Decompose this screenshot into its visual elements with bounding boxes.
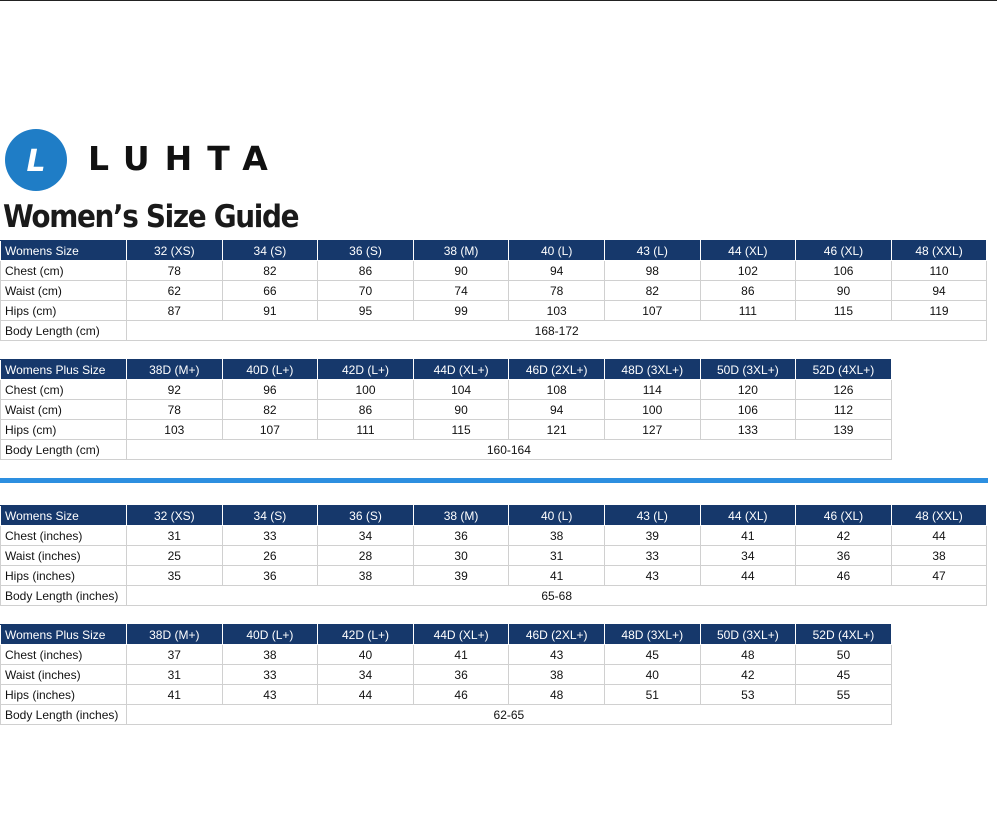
measurement-cell: 55: [796, 685, 892, 705]
body-length-row: [1, 705, 892, 725]
measurement-cell: 38: [509, 526, 605, 546]
measurement-cell: 78: [127, 261, 223, 281]
measurement-cell: 94: [509, 261, 605, 281]
measurement-cell: 37: [127, 645, 223, 665]
measurement-cell: 78: [509, 281, 605, 301]
body-length-value: 62-65: [127, 705, 892, 725]
measurement-cell: 86: [318, 261, 414, 281]
row-label: Waist (cm): [1, 400, 127, 420]
row-label: Body Length (inches): [1, 586, 127, 606]
measurement-cell: 127: [604, 420, 700, 440]
measurement-cell: 42: [796, 526, 892, 546]
measurement-cell: 38: [318, 566, 414, 586]
measurement-cell: 46: [796, 566, 892, 586]
measurement-cell: 87: [127, 301, 223, 321]
size-header-cell: 43 (L): [604, 241, 700, 261]
size-header-cell: 52D (4XL+): [796, 360, 892, 380]
measurement-cell: 33: [222, 665, 318, 685]
measurement-cell: 36: [222, 566, 318, 586]
measurement-cell: 38: [891, 546, 987, 566]
row-label: Chest (cm): [1, 261, 127, 281]
logo-letter: L: [26, 144, 46, 179]
size-header-cell: 42D (L+): [318, 625, 414, 645]
womens-plus-size-table-cm: [0, 359, 892, 460]
luhta-logo-icon: [5, 129, 67, 191]
table-header-row: [1, 241, 987, 261]
measurement-cell: 100: [318, 380, 414, 400]
measurement-cell: 82: [222, 261, 318, 281]
measurement-cell: 31: [509, 546, 605, 566]
table-row: [1, 281, 987, 301]
measurement-cell: 91: [222, 301, 318, 321]
measurement-cell: 51: [604, 685, 700, 705]
measurement-cell: 31: [127, 526, 223, 546]
measurement-cell: 33: [222, 526, 318, 546]
size-header-cell: 38 (M): [413, 241, 509, 261]
body-length-value: 168-172: [127, 321, 987, 341]
header-label: Womens Plus Size: [1, 360, 127, 380]
table-row: [1, 420, 892, 440]
measurement-cell: 44: [318, 685, 414, 705]
table-header-row: [1, 625, 892, 645]
table-row: [1, 685, 892, 705]
measurement-cell: 43: [509, 645, 605, 665]
size-header-cell: 38 (M): [413, 506, 509, 526]
body-length-row: [1, 586, 987, 606]
measurement-cell: 107: [222, 420, 318, 440]
row-label: Chest (cm): [1, 380, 127, 400]
measurement-cell: 36: [413, 526, 509, 546]
measurement-cell: 94: [891, 281, 987, 301]
table-row: [1, 566, 987, 586]
measurement-cell: 82: [604, 281, 700, 301]
measurement-cell: 36: [796, 546, 892, 566]
size-header-cell: 36 (S): [318, 241, 414, 261]
table-header-row: [1, 506, 987, 526]
table-row: [1, 665, 892, 685]
size-header-cell: 34 (S): [222, 506, 318, 526]
measurement-cell: 45: [604, 645, 700, 665]
size-header-cell: 44D (XL+): [413, 360, 509, 380]
measurement-cell: 112: [796, 400, 892, 420]
measurement-cell: 70: [318, 281, 414, 301]
measurement-cell: 115: [796, 301, 892, 321]
size-header-cell: 50D (3XL+): [700, 625, 796, 645]
row-label: Hips (inches): [1, 685, 127, 705]
measurement-cell: 48: [509, 685, 605, 705]
table-row: [1, 546, 987, 566]
size-header-cell: 32 (XS): [127, 241, 223, 261]
measurement-cell: 46: [413, 685, 509, 705]
measurement-cell: 26: [222, 546, 318, 566]
measurement-cell: 78: [127, 400, 223, 420]
body-length-value: 160-164: [127, 440, 892, 460]
measurement-cell: 107: [604, 301, 700, 321]
row-label: Hips (cm): [1, 420, 127, 440]
measurement-cell: 40: [318, 645, 414, 665]
measurement-cell: 90: [413, 400, 509, 420]
measurement-cell: 133: [700, 420, 796, 440]
measurement-cell: 114: [604, 380, 700, 400]
size-header-cell: 48 (XXL): [891, 241, 987, 261]
header-label: Womens Size: [1, 241, 127, 261]
measurement-cell: 106: [796, 261, 892, 281]
size-header-cell: 46 (XL): [796, 506, 892, 526]
section-divider: [0, 478, 988, 483]
measurement-cell: 36: [413, 665, 509, 685]
size-header-cell: 40D (L+): [222, 625, 318, 645]
measurement-cell: 120: [700, 380, 796, 400]
row-label: Body Length (cm): [1, 440, 127, 460]
table-row: [1, 261, 987, 281]
size-header-cell: 48D (3XL+): [604, 360, 700, 380]
measurement-cell: 30: [413, 546, 509, 566]
row-label: Chest (inches): [1, 526, 127, 546]
body-length-row: [1, 321, 987, 341]
row-label: Waist (inches): [1, 665, 127, 685]
table-row: [1, 301, 987, 321]
size-header-cell: 43 (L): [604, 506, 700, 526]
size-header-cell: 44 (XL): [700, 506, 796, 526]
size-header-cell: 50D (3XL+): [700, 360, 796, 380]
measurement-cell: 126: [796, 380, 892, 400]
table-row: [1, 526, 987, 546]
measurement-cell: 103: [127, 420, 223, 440]
measurement-cell: 34: [700, 546, 796, 566]
size-header-cell: 48 (XXL): [891, 506, 987, 526]
measurement-cell: 115: [413, 420, 509, 440]
body-length-row: [1, 440, 892, 460]
measurement-cell: 102: [700, 261, 796, 281]
row-label: Chest (inches): [1, 645, 127, 665]
top-border: [0, 0, 997, 1]
measurement-cell: 90: [413, 261, 509, 281]
measurement-cell: 41: [700, 526, 796, 546]
measurement-cell: 99: [413, 301, 509, 321]
measurement-cell: 45: [796, 665, 892, 685]
measurement-cell: 39: [604, 526, 700, 546]
measurement-cell: 33: [604, 546, 700, 566]
measurement-cell: 41: [413, 645, 509, 665]
womens-size-table-cm: [0, 240, 987, 341]
measurement-cell: 43: [222, 685, 318, 705]
table-row: [1, 400, 892, 420]
size-header-cell: 38D (M+): [127, 360, 223, 380]
measurement-cell: 119: [891, 301, 987, 321]
measurement-cell: 44: [700, 566, 796, 586]
page-title: Women’s Size Guide: [3, 199, 299, 235]
measurement-cell: 53: [700, 685, 796, 705]
measurement-cell: 110: [891, 261, 987, 281]
size-header-cell: 44D (XL+): [413, 625, 509, 645]
size-header-cell: 44 (XL): [700, 241, 796, 261]
row-label: Waist (cm): [1, 281, 127, 301]
measurement-cell: 86: [318, 400, 414, 420]
size-header-cell: 46D (2XL+): [509, 625, 605, 645]
measurement-cell: 35: [127, 566, 223, 586]
measurement-cell: 82: [222, 400, 318, 420]
size-header-cell: 38D (M+): [127, 625, 223, 645]
row-label: Hips (inches): [1, 566, 127, 586]
womens-size-table-inches: [0, 505, 987, 606]
header-label: Womens Plus Size: [1, 625, 127, 645]
measurement-cell: 95: [318, 301, 414, 321]
table-row: [1, 645, 892, 665]
measurement-cell: 44: [891, 526, 987, 546]
row-label: Hips (cm): [1, 301, 127, 321]
womens-plus-size-table-inches: [0, 624, 892, 725]
measurement-cell: 121: [509, 420, 605, 440]
size-header-cell: 46 (XL): [796, 241, 892, 261]
size-header-cell: 46D (2XL+): [509, 360, 605, 380]
size-header-cell: 52D (4XL+): [796, 625, 892, 645]
measurement-cell: 111: [318, 420, 414, 440]
table-header-row: [1, 360, 892, 380]
measurement-cell: 106: [700, 400, 796, 420]
measurement-cell: 34: [318, 526, 414, 546]
measurement-cell: 47: [891, 566, 987, 586]
size-header-cell: 48D (3XL+): [604, 625, 700, 645]
size-header-cell: 40 (L): [509, 241, 605, 261]
measurement-cell: 90: [796, 281, 892, 301]
size-header-cell: 36 (S): [318, 506, 414, 526]
measurement-cell: 74: [413, 281, 509, 301]
table-row: [1, 380, 892, 400]
measurement-cell: 103: [509, 301, 605, 321]
measurement-cell: 34: [318, 665, 414, 685]
row-label: Waist (inches): [1, 546, 127, 566]
body-length-value: 65-68: [127, 586, 987, 606]
measurement-cell: 92: [127, 380, 223, 400]
size-header-cell: 34 (S): [222, 241, 318, 261]
measurement-cell: 38: [222, 645, 318, 665]
measurement-cell: 41: [127, 685, 223, 705]
measurement-cell: 48: [700, 645, 796, 665]
measurement-cell: 100: [604, 400, 700, 420]
size-header-cell: 32 (XS): [127, 506, 223, 526]
measurement-cell: 66: [222, 281, 318, 301]
measurement-cell: 25: [127, 546, 223, 566]
measurement-cell: 62: [127, 281, 223, 301]
measurement-cell: 108: [509, 380, 605, 400]
measurement-cell: 98: [604, 261, 700, 281]
measurement-cell: 42: [700, 665, 796, 685]
header-label: Womens Size: [1, 506, 127, 526]
measurement-cell: 39: [413, 566, 509, 586]
measurement-cell: 40: [604, 665, 700, 685]
measurement-cell: 43: [604, 566, 700, 586]
measurement-cell: 28: [318, 546, 414, 566]
size-header-cell: 40D (L+): [222, 360, 318, 380]
size-header-cell: 40 (L): [509, 506, 605, 526]
measurement-cell: 86: [700, 281, 796, 301]
measurement-cell: 111: [700, 301, 796, 321]
measurement-cell: 96: [222, 380, 318, 400]
measurement-cell: 139: [796, 420, 892, 440]
measurement-cell: 104: [413, 380, 509, 400]
brand-name: LUHTA: [88, 139, 283, 178]
size-header-cell: 42D (L+): [318, 360, 414, 380]
measurement-cell: 41: [509, 566, 605, 586]
measurement-cell: 50: [796, 645, 892, 665]
measurement-cell: 94: [509, 400, 605, 420]
row-label: Body Length (inches): [1, 705, 127, 725]
measurement-cell: 38: [509, 665, 605, 685]
measurement-cell: 31: [127, 665, 223, 685]
row-label: Body Length (cm): [1, 321, 127, 341]
